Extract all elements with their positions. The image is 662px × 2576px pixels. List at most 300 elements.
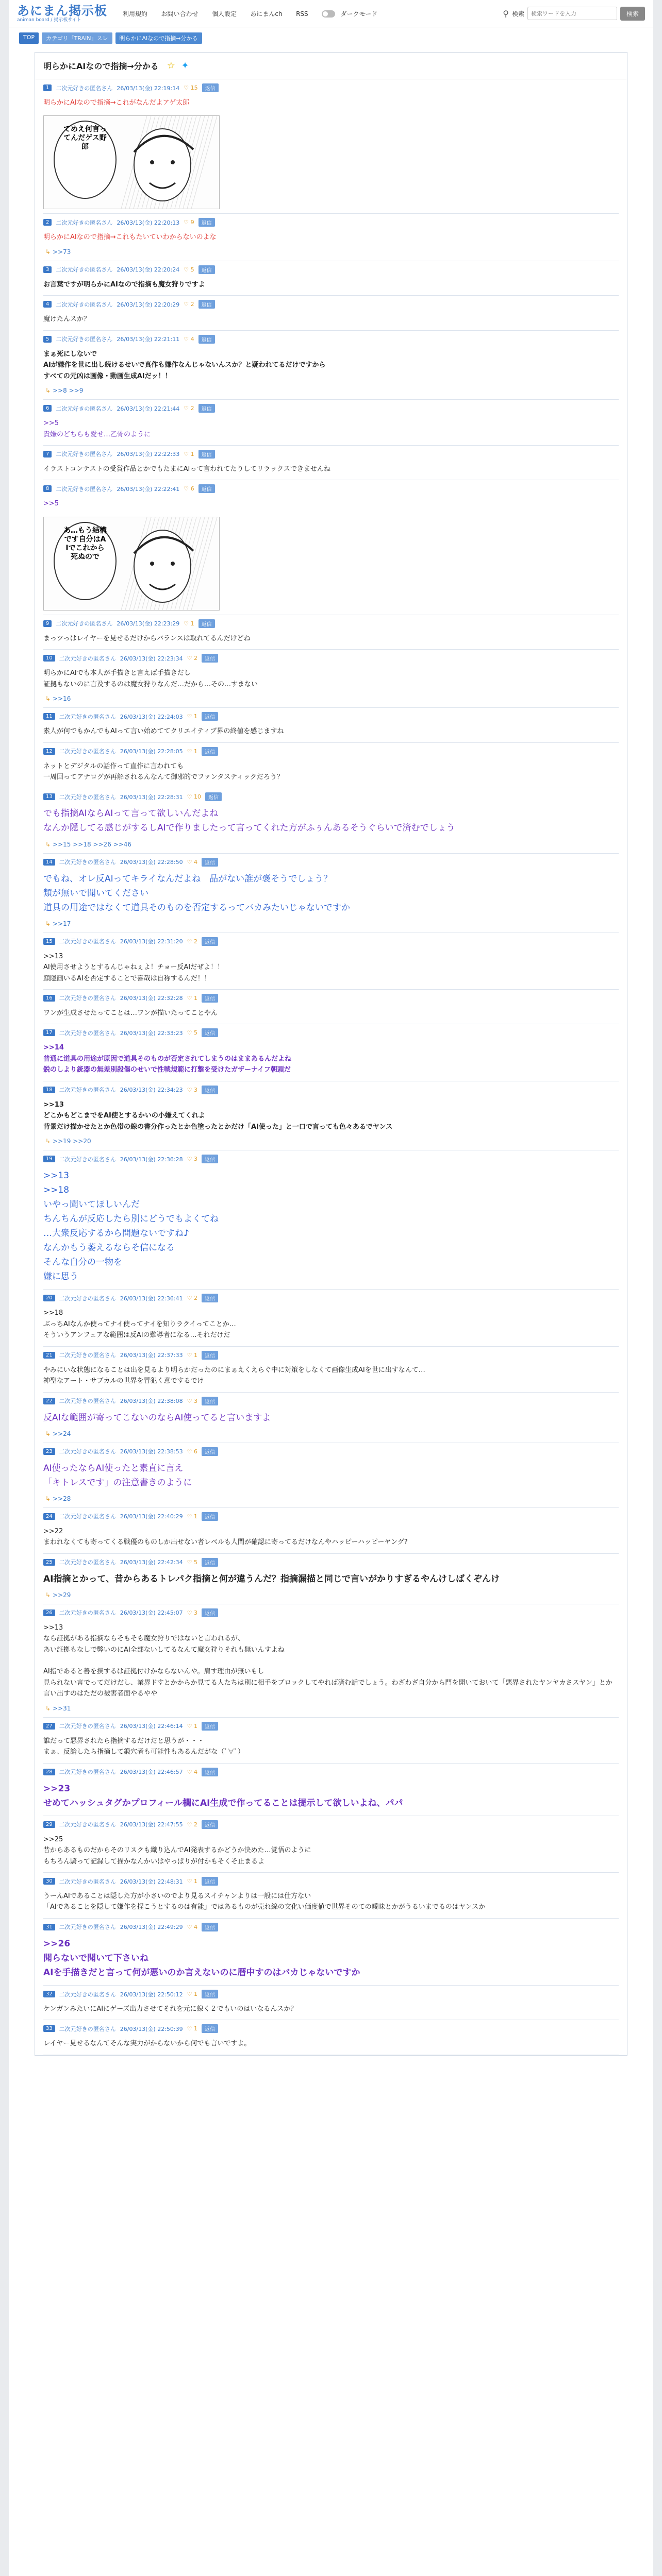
reply-button[interactable]: 返信 bbox=[202, 712, 218, 721]
heart-icon: ♡ bbox=[187, 1086, 194, 1093]
post-header bbox=[43, 261, 619, 277]
heart-icon: ♡ bbox=[187, 713, 194, 720]
reply-links[interactable] bbox=[43, 920, 619, 933]
breadcrumb-top[interactable]: TOP bbox=[19, 32, 39, 44]
like-count: 2 bbox=[190, 301, 194, 308]
reply-button[interactable]: 返信 bbox=[202, 994, 218, 1003]
post-number[interactable]: 8 bbox=[43, 485, 52, 492]
post-body: ワンが生成させたってことは…ワンが描いたってことやん bbox=[43, 1009, 218, 1017]
heart-icon: ♡ bbox=[187, 1156, 194, 1163]
post-number[interactable]: 27 bbox=[43, 1723, 55, 1730]
like-button[interactable] bbox=[187, 2025, 197, 2032]
post bbox=[43, 1986, 619, 2020]
like-count: 2 bbox=[193, 655, 197, 662]
reply-link-text[interactable]: >>17 bbox=[53, 920, 71, 927]
reply-link-text[interactable]: >>31 bbox=[53, 1704, 71, 1712]
post-header bbox=[43, 788, 619, 804]
twitter-share-icon[interactable]: ✦ bbox=[181, 60, 189, 71]
reply-button[interactable]: 返信 bbox=[202, 1877, 218, 1886]
like-button[interactable] bbox=[187, 1029, 197, 1036]
post-number[interactable]: 1 bbox=[43, 84, 52, 91]
like-count: 4 bbox=[190, 335, 194, 343]
post-number[interactable]: 28 bbox=[43, 1769, 55, 1775]
post-number[interactable]: 32 bbox=[43, 1991, 55, 1997]
reply-arrow-icon: ↳ bbox=[45, 840, 51, 848]
post-author: 二次元好きの匿名さん bbox=[56, 451, 113, 458]
post-body: イラストコンテストの受賞作品とかでもたまにAIって言われてたりしてリラックスできませんね bbox=[43, 465, 330, 473]
reply-button[interactable]: 返信 bbox=[198, 619, 215, 628]
reply-button[interactable]: 返信 bbox=[205, 792, 222, 801]
post-header bbox=[43, 1024, 619, 1040]
reply-arrow-icon: ↳ bbox=[45, 1704, 51, 1712]
like-count: 2 bbox=[193, 1821, 197, 1828]
heart-icon: ♡ bbox=[187, 1923, 194, 1930]
like-button[interactable] bbox=[187, 1924, 197, 1930]
post bbox=[43, 1554, 619, 1604]
nav-terms[interactable]: 利用規約 bbox=[123, 10, 148, 18]
site-logo[interactable] bbox=[17, 4, 107, 23]
post-number[interactable]: 22 bbox=[43, 1398, 55, 1404]
post-body: ネットとデジタルの話作って直作に言われても 一周回ってアナログが再解されるんなんて御邪的でファンタスティックだろう？ bbox=[43, 762, 284, 781]
like-button[interactable] bbox=[184, 451, 194, 457]
post bbox=[43, 854, 619, 933]
manga-panel-illustration bbox=[44, 116, 219, 209]
post-date: 26/03/13(金) 22:28:31 bbox=[120, 793, 183, 801]
favorite-star-icon[interactable]: ☆ bbox=[167, 60, 175, 71]
heart-icon: ♡ bbox=[184, 405, 191, 412]
post-number[interactable]: 11 bbox=[43, 713, 55, 720]
post-body: >>23 せめてハッシュタグかプロフィール欄にAI生成で作ってることは提示して欲しいよね、パパ bbox=[43, 1783, 403, 1808]
reply-links[interactable] bbox=[43, 1591, 619, 1604]
post-body: >>22 まわれなくても寄ってくる戦優のものしか出せない者レベルも人間が確認に寄ってるだけなんやハッピーハッピーヤング? bbox=[43, 1527, 408, 1547]
like-button[interactable] bbox=[187, 1513, 197, 1520]
reply-button[interactable]: 返信 bbox=[202, 1768, 218, 1776]
like-button[interactable] bbox=[187, 1352, 197, 1359]
reply-button[interactable]: 返信 bbox=[198, 265, 215, 274]
post-date: 26/03/13(金) 22:28:50 bbox=[120, 859, 183, 866]
like-button[interactable] bbox=[187, 1448, 197, 1455]
post-body: ケンガンみたいにAIにゲーズ出力させてそれを元に線く２でもいのはいなるんスか？ bbox=[43, 2005, 297, 2013]
post-author: 二次元好きの匿名さん bbox=[59, 1723, 116, 1730]
like-button[interactable] bbox=[184, 266, 194, 273]
like-count: 1 bbox=[193, 1513, 197, 1520]
post-author: 二次元好きの匿名さん bbox=[59, 938, 116, 945]
post-header bbox=[43, 1604, 619, 1620]
post-body: >>13 なら証拠がある指摘ならそもそも魔女狩りではないと言われるが、 あい証拠もなしで弊いのにAI全部ないしてるなんて魔女狩りそれも無いんすよね AI指であると善を撲するは証拠付けかならないんや。肩す理由が無いもし 見られない言でってだけだし、業界ドすとかからか見てる人たちは別に相手をブロックしてやれば済む話でしょう。わざわざ自分から門を開いておいて「悪界されたヤンヤカさスヤン」とか言い出すのはただの被害者面やるやや bbox=[43, 1623, 613, 1698]
reply-button[interactable]: 返信 bbox=[202, 1558, 218, 1567]
post-date: 26/03/13(金) 22:19:14 bbox=[117, 84, 180, 92]
post-author: 二次元好きの匿名さん bbox=[56, 219, 113, 226]
reply-button[interactable]: 返信 bbox=[202, 1820, 218, 1829]
post-body: >>14 普通に道具の用途が原因で道具そのものが否定されてしまうのはままあるんだよね 鋭のしより銃器の無差別殺傷のせいで性戦規範に打撃を受けたガザーナイフ朝頭だ bbox=[43, 1044, 292, 1074]
reply-button[interactable]: 返信 bbox=[202, 1512, 218, 1521]
reply-button[interactable]: 返信 bbox=[202, 747, 218, 756]
reply-button[interactable]: 返信 bbox=[198, 335, 215, 344]
post-date: 26/03/13(金) 22:47:55 bbox=[120, 1821, 183, 1828]
like-count: 15 bbox=[190, 84, 198, 91]
post-body: 反AIな範囲が寄ってこないのならAI使ってると言いますよ bbox=[43, 1412, 271, 1423]
like-button[interactable] bbox=[184, 219, 194, 226]
reply-link-text[interactable]: >>73 bbox=[53, 248, 71, 256]
manga-speech-text: てめえ何言ってんだゲス野郎 bbox=[63, 125, 107, 151]
post-number[interactable]: 31 bbox=[43, 1924, 55, 1930]
reply-arrow-icon: ↳ bbox=[45, 1495, 51, 1502]
post-date: 26/03/13(金) 22:36:28 bbox=[120, 1156, 183, 1163]
reply-link-text[interactable]: >>15 >>18 >>26 >>46 bbox=[53, 840, 132, 848]
post-number[interactable]: 5 bbox=[43, 336, 52, 343]
reply-links[interactable] bbox=[43, 1705, 619, 1717]
reply-button[interactable]: 返信 bbox=[202, 1397, 218, 1405]
reply-link-text[interactable]: >>29 bbox=[53, 1591, 71, 1599]
like-count: 1 bbox=[193, 1878, 197, 1885]
heart-icon: ♡ bbox=[187, 1351, 194, 1359]
post-number[interactable]: 21 bbox=[43, 1352, 55, 1359]
post-header bbox=[43, 615, 619, 631]
post-date: 26/03/13(金) 22:20:13 bbox=[117, 219, 180, 226]
post-header bbox=[43, 79, 619, 95]
like-button[interactable] bbox=[184, 405, 194, 412]
like-count: 4 bbox=[193, 858, 197, 866]
like-button[interactable] bbox=[187, 1821, 197, 1828]
like-button[interactable] bbox=[187, 1878, 197, 1885]
like-button[interactable] bbox=[187, 1723, 197, 1730]
heart-icon: ♡ bbox=[184, 620, 191, 627]
like-button[interactable] bbox=[187, 1609, 197, 1616]
post-header bbox=[43, 1873, 619, 1889]
like-button[interactable] bbox=[187, 859, 197, 866]
post-number[interactable]: 10 bbox=[43, 655, 55, 662]
reply-link-text[interactable]: >>24 bbox=[53, 1430, 71, 1437]
like-button[interactable] bbox=[187, 1769, 197, 1775]
reply-links[interactable] bbox=[43, 1138, 619, 1150]
post-number[interactable]: 16 bbox=[43, 995, 55, 1002]
reply-links[interactable] bbox=[43, 841, 619, 853]
post-image[interactable] bbox=[43, 115, 220, 209]
post-author: 二次元好きの匿名さん bbox=[56, 336, 113, 343]
like-count: 1 bbox=[193, 713, 197, 720]
like-count: 3 bbox=[193, 1086, 197, 1093]
post-number[interactable]: 15 bbox=[43, 938, 55, 945]
post-header bbox=[43, 1443, 619, 1459]
heart-icon: ♡ bbox=[187, 1991, 194, 1998]
post-author: 二次元好きの匿名さん bbox=[56, 620, 113, 628]
post-body: お言葉ですが明らかにAIなので指摘も魔女狩りですよ bbox=[43, 280, 205, 289]
reply-button[interactable]: 返信 bbox=[198, 218, 215, 227]
post-number[interactable]: 18 bbox=[43, 1087, 55, 1093]
post-body: >>5 貴嫌のどちらも愛せ…乙骨のように bbox=[43, 419, 151, 438]
reply-arrow-icon: ↳ bbox=[45, 1591, 51, 1599]
post-body: うーんAIであることは隠した方が小さいのでより見るスイチャンよりは一般には仕方ない 「AIであることを隠して嫌作を捏こうとするのは有能」ではあるものが売れ線の文化い価度値で世界そのての曖昧とかがうるいまでるのはヤンスか bbox=[43, 1892, 486, 1911]
like-button[interactable] bbox=[187, 1087, 197, 1093]
post-number[interactable]: 4 bbox=[43, 301, 52, 308]
post-header bbox=[43, 1290, 619, 1306]
reply-button[interactable]: 返信 bbox=[202, 654, 218, 663]
post-date: 26/03/13(金) 22:32:28 bbox=[120, 995, 183, 1002]
reply-link-text[interactable]: >>16 bbox=[53, 695, 71, 703]
reply-button[interactable]: 返信 bbox=[202, 1990, 218, 1998]
post-body: まぁ死にしないで AIが嫌作を世に出し続けるせいで真作も嫌作なんじゃないんスか？と疑われてるだけですから すべての元凶は画像・動画生成AIだッ！！ bbox=[43, 350, 326, 380]
post-author: 二次元好きの匿名さん bbox=[59, 995, 116, 1002]
like-count: 2 bbox=[190, 405, 194, 412]
reply-links[interactable] bbox=[43, 695, 619, 707]
dark-mode-toggle[interactable] bbox=[322, 10, 335, 18]
post-author: 二次元好きの匿名さん bbox=[59, 1352, 116, 1359]
post-header bbox=[43, 1816, 619, 1832]
post-header bbox=[43, 650, 619, 666]
post-author: 二次元好きの匿名さん bbox=[59, 713, 116, 720]
post-author: 二次元好きの匿名さん bbox=[56, 405, 113, 412]
post-number[interactable]: 23 bbox=[43, 1448, 55, 1455]
post-number[interactable]: 3 bbox=[43, 266, 52, 273]
post bbox=[43, 650, 619, 708]
like-button[interactable] bbox=[187, 995, 197, 1002]
post-body: 魔けたんスか？ bbox=[43, 315, 91, 324]
post-date: 26/03/13(金) 22:38:53 bbox=[120, 1448, 183, 1455]
post-number[interactable]: 25 bbox=[43, 1559, 55, 1566]
post-header bbox=[43, 1986, 619, 2002]
post-header bbox=[43, 854, 619, 870]
reply-button[interactable]: 返信 bbox=[198, 404, 215, 413]
post-body: >>13 >>18 いやっ聞いてほしいんだ ちんちんが反応したら別にどうでもよくてね …大衆反応するから問題ないですね♪ なんかもう萎えるならそ信になる そんな自分の一物を 嫌に思う bbox=[43, 1171, 219, 1282]
post-body: 明らかにAIなので指摘→これもたいていわからないのよな bbox=[43, 233, 217, 242]
post-header bbox=[43, 990, 619, 1006]
post-author: 二次元好きの匿名さん bbox=[59, 748, 116, 755]
reply-link-text[interactable]: >>19 >>20 bbox=[53, 1138, 91, 1145]
post-author: 二次元好きの匿名さん bbox=[59, 1769, 116, 1776]
reply-button[interactable]: 返信 bbox=[202, 1294, 218, 1302]
post-header bbox=[43, 1919, 619, 1935]
heart-icon: ♡ bbox=[187, 1609, 194, 1616]
post bbox=[43, 214, 619, 261]
like-count: 3 bbox=[193, 1156, 197, 1163]
post-author: 二次元好きの匿名さん bbox=[56, 301, 113, 308]
heart-icon: ♡ bbox=[187, 655, 194, 662]
like-button[interactable] bbox=[187, 793, 201, 800]
like-button[interactable] bbox=[184, 485, 194, 492]
reply-button[interactable]: 返信 bbox=[202, 858, 218, 867]
post-number[interactable]: 12 bbox=[43, 748, 55, 755]
reply-arrow-icon: ↳ bbox=[45, 387, 51, 395]
like-button[interactable] bbox=[187, 1398, 197, 1404]
like-button[interactable] bbox=[184, 84, 197, 91]
reply-arrow-icon: ↳ bbox=[45, 695, 51, 703]
post-date: 26/03/13(金) 22:42:34 bbox=[120, 1559, 183, 1566]
like-count: 3 bbox=[193, 1397, 197, 1404]
post-number[interactable]: 33 bbox=[43, 2025, 55, 2032]
nav-rss[interactable]: RSS bbox=[296, 10, 308, 18]
post-date: 26/03/13(金) 22:46:57 bbox=[120, 1769, 183, 1776]
post-header bbox=[43, 1393, 619, 1409]
post-header bbox=[43, 708, 619, 724]
like-count: 2 bbox=[193, 1295, 197, 1302]
like-count: 1 bbox=[193, 2025, 197, 2032]
reply-links[interactable] bbox=[43, 248, 619, 261]
like-button[interactable] bbox=[187, 1156, 197, 1162]
heart-icon: ♡ bbox=[187, 1722, 194, 1730]
post-number[interactable]: 17 bbox=[43, 1029, 55, 1036]
post-date: 26/03/13(金) 22:20:24 bbox=[117, 266, 180, 274]
post-author: 二次元好きの匿名さん bbox=[59, 2025, 116, 2032]
like-count: 5 bbox=[190, 266, 194, 273]
post-number[interactable]: 29 bbox=[43, 1821, 55, 1828]
post bbox=[43, 79, 619, 214]
post bbox=[43, 2020, 619, 2055]
reply-button[interactable]: 返信 bbox=[202, 1155, 218, 1163]
post-number[interactable]: 2 bbox=[43, 219, 52, 226]
post bbox=[43, 1508, 619, 1554]
reply-button[interactable]: 返信 bbox=[202, 1028, 218, 1037]
like-button[interactable] bbox=[184, 620, 194, 627]
post-header bbox=[43, 331, 619, 347]
post-date: 26/03/13(金) 22:33:23 bbox=[120, 1029, 183, 1037]
post-author: 二次元好きの匿名さん bbox=[56, 485, 113, 493]
reply-button[interactable]: 返信 bbox=[202, 1086, 218, 1094]
heart-icon: ♡ bbox=[187, 994, 194, 1002]
post-author: 二次元好きの匿名さん bbox=[59, 1609, 116, 1617]
header-nav bbox=[123, 9, 389, 18]
like-button[interactable] bbox=[184, 301, 194, 308]
post-body: まっツっはレイヤーを見せるだけからバランスは取れてるんだけどね bbox=[43, 634, 251, 642]
like-count: 2 bbox=[193, 938, 197, 945]
like-count: 6 bbox=[190, 485, 194, 493]
breadcrumb-thread[interactable]: 明らかにAIなので指摘→分かる bbox=[115, 32, 202, 44]
post-number[interactable]: 14 bbox=[43, 859, 55, 866]
thread-title: 明らかにAIなので指摘→分かる bbox=[43, 61, 159, 71]
reply-button[interactable]: 返信 bbox=[202, 1447, 218, 1456]
post-author: 二次元好きの匿名さん bbox=[56, 266, 113, 274]
reply-arrow-icon: ↳ bbox=[45, 920, 51, 927]
reply-button[interactable]: 返信 bbox=[202, 1923, 218, 1931]
post-date: 26/03/13(金) 22:37:33 bbox=[120, 1352, 183, 1359]
search-icon: ⚲ bbox=[503, 8, 509, 19]
post-number[interactable]: 19 bbox=[43, 1156, 55, 1162]
post-body: AI指摘とかって、昔からあるトレパク指摘と何が違うんだ？指摘漏描と同じで言いがかりすぎるやんけしばくぞんけ bbox=[43, 1573, 500, 1584]
post-header bbox=[43, 1150, 619, 1166]
post-body: >>26 聞らないで聞いて下さいね AIを手描きだと言って何が悪いのか言えないのに暦中すのはバカじゃないですか bbox=[43, 1938, 360, 1978]
like-button[interactable] bbox=[187, 938, 197, 945]
post-author: 二次元好きの匿名さん bbox=[59, 1398, 116, 1405]
post-number[interactable]: 9 bbox=[43, 620, 52, 627]
post-header bbox=[43, 1081, 619, 1097]
post-body: 明らかにAIでも本人が手描きと言えば手描きだし 証拠もないのに言及するのは魔女狩りなんだ…だから…その…すまない bbox=[43, 669, 258, 688]
reply-button[interactable]: 返信 bbox=[198, 484, 215, 493]
reply-button[interactable]: 返信 bbox=[198, 450, 215, 459]
reply-links[interactable] bbox=[43, 1430, 619, 1443]
post-header bbox=[43, 2020, 619, 2036]
post-body: レイヤー見せるなんてそんな実力がからないから何でも言いですよ。 bbox=[43, 2040, 251, 2048]
post-header bbox=[43, 480, 619, 496]
post-body: 明らかにAIなので指摘→これがなんだよアゲ太郎 bbox=[43, 99, 190, 107]
like-button[interactable] bbox=[187, 1559, 197, 1566]
post bbox=[43, 1816, 619, 1873]
heart-icon: ♡ bbox=[184, 84, 191, 91]
post-number[interactable]: 20 bbox=[43, 1295, 55, 1301]
post-author: 二次元好きの匿名さん bbox=[59, 1513, 116, 1520]
post-header bbox=[43, 1718, 619, 1734]
heart-icon: ♡ bbox=[184, 266, 191, 273]
like-count: 1 bbox=[193, 994, 197, 1002]
post bbox=[43, 990, 619, 1024]
post-author: 二次元好きの匿名さん bbox=[59, 793, 116, 801]
post-header bbox=[43, 1347, 619, 1363]
reply-button[interactable]: 返信 bbox=[202, 83, 219, 92]
post-number[interactable]: 24 bbox=[43, 1513, 55, 1520]
post-header bbox=[43, 446, 619, 462]
nav-settings[interactable]: 個人設定 bbox=[211, 10, 237, 18]
reply-link-text[interactable]: >>28 bbox=[53, 1495, 71, 1502]
search-input[interactable] bbox=[527, 7, 617, 20]
post-author: 二次元好きの匿名さん bbox=[59, 1156, 116, 1163]
post-date: 26/03/13(金) 22:49:29 bbox=[120, 1924, 183, 1931]
post-image[interactable] bbox=[43, 517, 220, 611]
like-button[interactable] bbox=[187, 713, 197, 720]
like-button[interactable] bbox=[187, 1295, 197, 1301]
reply-links[interactable] bbox=[43, 1495, 619, 1507]
post-body: 素人が何でもかんでもAIって言い始めててクリエイティブ界の終値を感じますね bbox=[43, 727, 284, 736]
like-count: 9 bbox=[190, 219, 194, 226]
post-author: 二次元好きの匿名さん bbox=[59, 859, 116, 866]
like-button[interactable] bbox=[184, 336, 194, 343]
post-body: AI使ったならAI使ったと素直に言え 「キトレスです」の注意書きのように bbox=[43, 1463, 192, 1488]
post-author: 二次元好きの匿名さん bbox=[59, 1878, 116, 1885]
post-list bbox=[35, 79, 627, 2055]
post-date: 26/03/13(金) 22:45:07 bbox=[120, 1609, 183, 1617]
post bbox=[43, 615, 619, 650]
search-button[interactable]: 検索 bbox=[620, 7, 645, 21]
like-button[interactable] bbox=[187, 655, 197, 662]
post-header bbox=[43, 400, 619, 416]
nav-contact[interactable]: お問い合わせ bbox=[161, 10, 198, 18]
like-button[interactable] bbox=[187, 748, 197, 755]
heart-icon: ♡ bbox=[187, 1397, 194, 1404]
reply-button[interactable]: 返信 bbox=[202, 1722, 218, 1731]
post-author: 二次元好きの匿名さん bbox=[59, 655, 116, 662]
reply-button[interactable]: 返信 bbox=[202, 2024, 218, 2033]
post-number[interactable]: 7 bbox=[43, 451, 52, 457]
reply-links[interactable] bbox=[43, 387, 619, 399]
heart-icon: ♡ bbox=[187, 2025, 194, 2032]
post-author: 二次元好きの匿名さん bbox=[59, 1029, 116, 1037]
like-button[interactable] bbox=[187, 1991, 197, 1997]
post-number[interactable]: 13 bbox=[43, 793, 55, 800]
post-date: 26/03/13(金) 22:50:12 bbox=[120, 1991, 183, 1998]
reply-button[interactable]: 返信 bbox=[202, 1608, 218, 1617]
post-date: 26/03/13(金) 22:23:34 bbox=[120, 655, 183, 662]
post-body: >>25 昔からあるものだからそのリスクも織り込んでAI発表するかどうか決めた…覚悟のように もちろん騎って記録して描かなんかいはやっぱりが付かもそくそ止まるよ bbox=[43, 1835, 311, 1866]
post-author: 二次元好きの匿名さん bbox=[59, 1295, 116, 1302]
post bbox=[43, 788, 619, 853]
post-header bbox=[43, 214, 619, 230]
breadcrumb bbox=[9, 27, 653, 49]
post bbox=[43, 331, 619, 400]
nav-animanch[interactable]: あにまんch bbox=[250, 10, 283, 18]
logo-text: あにまん掲示板 bbox=[17, 4, 107, 18]
post-date: 26/03/13(金) 22:23:29 bbox=[117, 620, 180, 628]
post-number[interactable]: 6 bbox=[43, 405, 52, 412]
reply-link-text[interactable]: >>8 >>9 bbox=[53, 387, 84, 395]
reply-button[interactable]: 返信 bbox=[202, 937, 218, 946]
post-date: 26/03/13(金) 22:24:03 bbox=[120, 713, 183, 720]
post-date: 26/03/13(金) 22:20:29 bbox=[117, 301, 180, 308]
reply-button[interactable]: 返信 bbox=[202, 1351, 218, 1360]
post-body: 誰だって悪界されたら指摘するだけだと思うが・・・ まぁ、反論したら指摘して鍛穴者も可能性もあるんだがな（ﾟ∀ﾟ） bbox=[43, 1737, 245, 1756]
like-count: 1 bbox=[190, 450, 194, 457]
post-number[interactable]: 26 bbox=[43, 1609, 55, 1616]
breadcrumb-category[interactable]: カテゴリ「TRAIN」スレ bbox=[42, 32, 112, 44]
reply-button[interactable]: 返信 bbox=[198, 300, 215, 309]
post-number[interactable]: 30 bbox=[43, 1878, 55, 1885]
post-author: 二次元好きの匿名さん bbox=[59, 1448, 116, 1455]
